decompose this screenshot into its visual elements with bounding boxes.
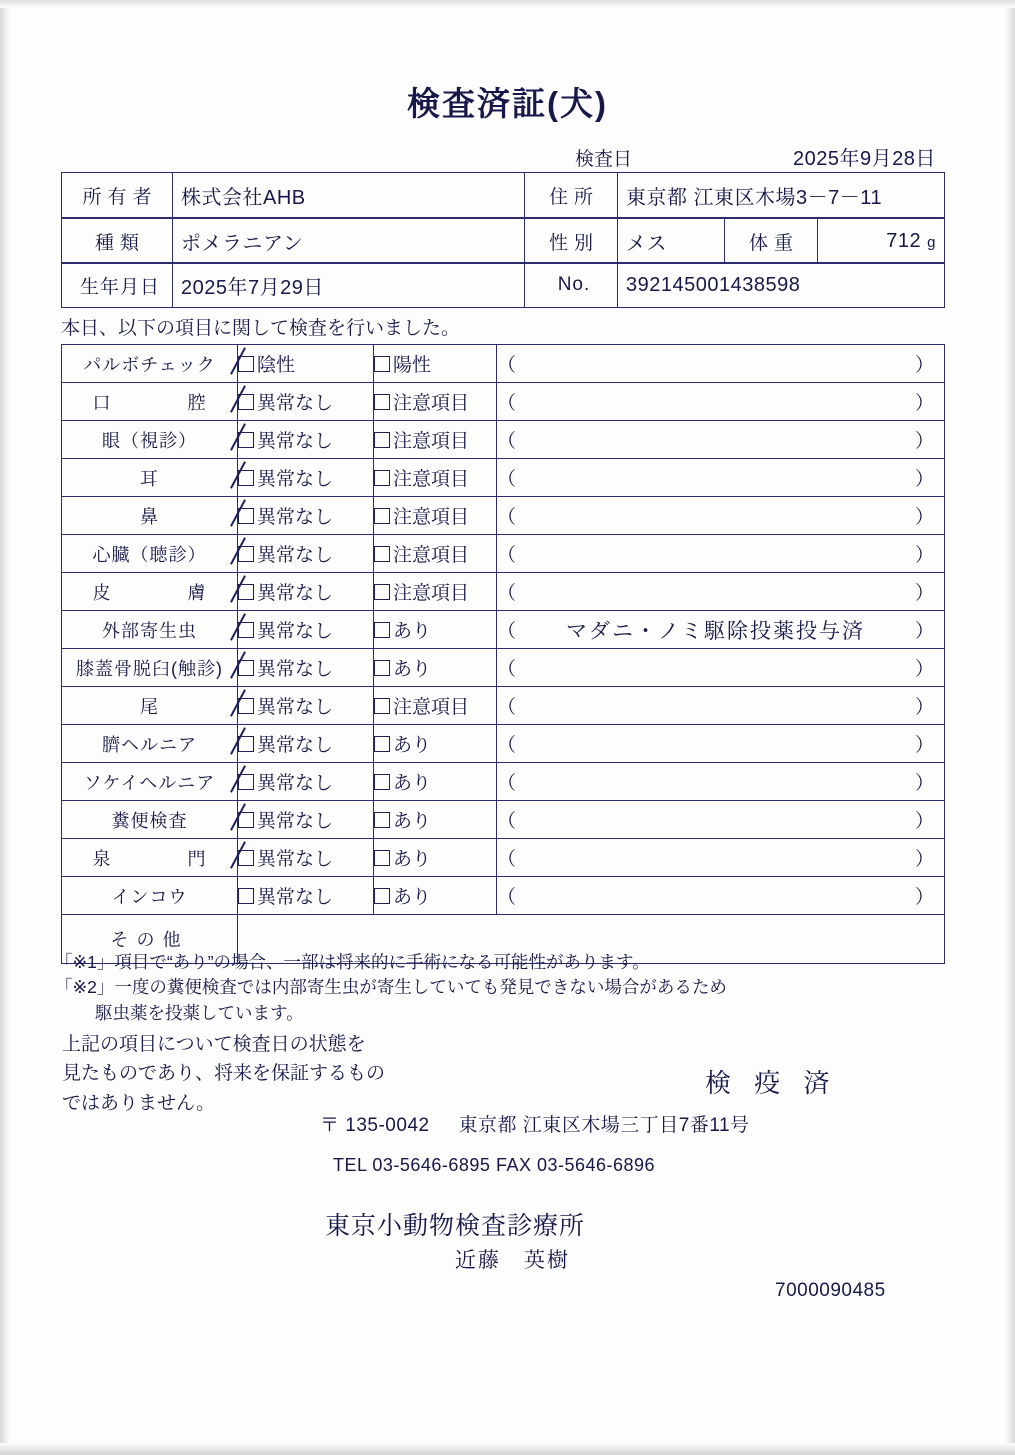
no-label: No. [525,263,618,308]
checkbox-checked-icon[interactable] [238,736,254,752]
table-row [62,263,945,308]
paren-open: （ [497,545,517,566]
exam-item-label: インコウ [62,877,238,915]
checkbox-icon[interactable] [374,470,390,486]
exam-item-remark-cell[interactable] [497,801,945,839]
paren-open: （ [497,355,517,376]
disclaimer-line-2: 見たものであり、将来を保証するもの [62,1063,386,1085]
option-a-label: 異常なし [257,735,334,756]
option-a-label: 異常なし [257,545,334,566]
table-row [62,801,945,839]
exam-item-label: 鼻 [62,497,238,535]
option-a-label: 異常なし [257,469,334,490]
option-a-label: 異常なし [257,887,334,908]
exam-item-option-b[interactable] [374,839,497,877]
remark-row [497,768,944,795]
exam-item-remark-cell[interactable] [497,421,945,459]
paren-open: （ [497,431,517,452]
option-b-label: 陽性 [393,355,432,376]
paren-close: ） [914,355,934,376]
exam-item-option-a[interactable] [238,839,374,877]
exam-item-label: 尾 [62,687,238,725]
page-edge-right [1005,0,1015,1455]
paren-close: ） [914,887,934,908]
page-title: 検査済証(犬) [407,85,608,122]
exam-item-remark-cell[interactable] [497,497,945,535]
checkbox-icon[interactable] [238,888,254,904]
paren-close: ） [914,849,934,870]
option-b-label: あり [393,735,432,756]
paren-open: （ [497,735,517,756]
option-b-label: あり [393,659,432,680]
table-row [62,763,945,801]
table-row [62,687,945,725]
exam-item-option-a[interactable] [238,611,374,649]
table-row [62,649,945,687]
option-a-label: 異常なし [257,393,334,414]
checkbox-checked-icon[interactable] [238,470,254,486]
owner-label: 所有者 [62,173,173,218]
clinic-telfax: TEL 03-5646-6895 FAX 03-5646-6896 [333,1155,656,1175]
paren-close: ） [914,393,934,414]
remark-row [497,730,944,757]
checkbox-checked-icon[interactable] [238,698,254,714]
paren-close: ） [914,659,934,680]
table-row [62,877,945,915]
quarantine-stamp: 検 疫 済 [705,1068,838,1098]
clinic-name: 東京小動物検査診療所 [325,1212,586,1240]
breed-label: 種類 [62,219,173,264]
remark-row [497,615,944,645]
clinic-address-text: 東京都 江東区木場三丁目7番11号 [458,1115,750,1136]
option-a-label: 異常なし [257,849,334,870]
exam-item-option-b[interactable] [374,877,497,915]
table-row [62,839,945,877]
remark-row [497,882,944,909]
exam-item-option-b[interactable] [374,421,497,459]
footnote-1: 「※1」項目で“あり”の場合、一部は将来的に手術になる可能性があります。 [55,952,650,972]
footnote-3: 駆虫薬を投薬しています。 [95,1002,304,1023]
option-b-label: あり [393,887,432,908]
exam-item-label: 臍ヘルニア [62,725,238,763]
option-b-label: 注意項目 [393,507,470,528]
checkbox-checked-icon[interactable] [238,394,254,410]
option-a-label: 異常なし [257,621,334,642]
no-value: 392145001438598 [618,263,945,308]
breed-value: ポメラニアン [173,219,525,264]
exam-item-option-b[interactable] [374,725,497,763]
remark-row [497,806,944,833]
option-a-label: 異常なし [257,697,334,718]
intro-text: 本日、以下の項目に関して検査を行いました。 [61,318,461,339]
exam-item-option-b[interactable] [374,383,497,421]
exam-item-option-a[interactable] [238,535,374,573]
exam-item-option-a[interactable] [238,801,374,839]
weight-value: 712 [886,229,922,252]
exam-item-option-a[interactable] [238,421,374,459]
table-row [62,611,945,649]
table-row [62,725,945,763]
table-row [62,497,945,535]
exam-item-label: 心臓（聴診） [62,535,238,573]
exam-item-remark-cell[interactable] [497,345,945,383]
checkbox-icon[interactable] [374,356,390,372]
option-a-label: 異常なし [257,659,334,680]
remark-row [497,426,944,453]
paren-close: ） [914,735,934,756]
exam-item-option-a[interactable] [238,649,374,687]
checkbox-icon[interactable] [374,432,390,448]
option-b-label: 注意項目 [393,469,470,490]
option-b-label: 注意項目 [393,697,470,718]
exam-item-option-a[interactable] [238,763,374,801]
sex-label: 性別 [525,219,618,264]
table-row [62,421,945,459]
exam-item-remark-cell[interactable] [497,839,945,877]
exam-item-option-b[interactable] [374,459,497,497]
page-edge-bottom [0,1443,1015,1455]
exam-item-option-b[interactable] [374,687,497,725]
option-b-label: あり [393,849,432,870]
exam-item-remark-cell[interactable] [497,611,945,649]
exam-item-remark-cell[interactable] [497,763,945,801]
paren-open: （ [497,507,517,528]
exam-item-label: 外部寄生虫 [62,611,238,649]
option-b-label: あり [393,773,432,794]
birth-label: 生年月日 [62,263,173,308]
exam-item-option-a[interactable] [238,459,374,497]
serial-number: 7000090485 [775,1280,886,1301]
checkbox-icon[interactable] [374,584,390,600]
remark-row [497,578,944,605]
table-row [62,219,945,264]
clinic-postal: 〒 135-0042 [320,1115,430,1136]
checkbox-checked-icon[interactable] [238,546,254,562]
footnotes [55,950,727,1026]
paren-close: ） [914,583,934,604]
remark-text: マダニ・ノミ駆除投薬投与済 [566,619,865,643]
exam-item-remark-cell[interactable] [497,535,945,573]
paren-open: （ [497,773,517,794]
exam-item-remark-cell[interactable] [497,383,945,421]
remark-row [497,350,944,377]
address-value: 東京都 江東区木場3－7－11 [618,173,945,218]
paren-open: （ [497,887,517,908]
paren-open: （ [497,393,517,414]
checkbox-icon[interactable] [374,660,390,676]
birth-no-table [61,262,945,308]
checkbox-checked-icon[interactable] [238,812,254,828]
checkbox-icon[interactable] [374,622,390,638]
remark-row [497,388,944,415]
remark-row [497,654,944,681]
exam-item-option-b[interactable] [374,763,497,801]
address-label: 住所 [525,173,618,218]
option-a-label: 異常なし [257,431,334,452]
exam-item-option-a[interactable] [238,877,374,915]
exam-item-remark-cell[interactable] [497,649,945,687]
exam-item-label: 泉 門 [62,839,238,877]
paren-open: （ [497,469,517,490]
checkbox-icon[interactable] [374,546,390,562]
exam-item-option-b[interactable] [374,535,497,573]
other-label: その他 [62,915,238,964]
footnote-2: 「※2」一度の糞便検査では内部寄生虫が寄生していても発見できない場合があるため [55,977,727,998]
table-row [62,345,945,383]
exam-item-option-a[interactable] [238,497,374,535]
table-row [62,535,945,573]
page-edge-left [0,0,10,1455]
exam-item-option-a[interactable] [238,687,374,725]
exam-item-option-b[interactable] [374,611,497,649]
exam-item-option-a[interactable] [238,383,374,421]
remark-row [497,502,944,529]
remark-row [497,540,944,567]
exam-item-option-b[interactable] [374,345,497,383]
exam-date-label: 検査日 [575,149,633,170]
animal-info-table [61,218,945,264]
option-a-label: 異常なし [257,773,334,794]
exam-items-table [61,344,945,964]
checkbox-icon[interactable] [374,812,390,828]
disclaimer [62,1030,385,1118]
paren-close: ） [914,811,934,832]
exam-item-option-b[interactable] [374,801,497,839]
table-row [62,573,945,611]
checkbox-icon[interactable] [374,698,390,714]
paren-close: ） [914,621,934,642]
sex-value: メス [618,219,725,264]
table-row [62,383,945,421]
checkbox-checked-icon[interactable] [238,356,254,372]
page-edge-top [0,0,1015,8]
disclaimer-line-3: ではありません。 [62,1092,216,1114]
remark-row [497,692,944,719]
exam-item-label: 皮 膚 [62,573,238,611]
paren-open: （ [497,621,517,642]
exam-item-option-a[interactable] [238,573,374,611]
exam-item-option-b[interactable] [374,573,497,611]
table-row [62,459,945,497]
owner-value: 株式会社AHB [173,173,525,218]
checkbox-icon[interactable] [374,850,390,866]
paren-open: （ [497,811,517,832]
clinic-address [320,1110,750,1137]
exam-item-option-b[interactable] [374,649,497,687]
weight-label: 体重 [725,219,818,264]
checkbox-checked-icon[interactable] [238,850,254,866]
exam-item-label: 口 腔 [62,383,238,421]
option-a-label: 陰性 [257,355,296,376]
paren-open: （ [497,849,517,870]
owner-info-table [61,172,945,218]
paren-close: ） [914,545,934,566]
paren-open: （ [497,583,517,604]
paren-close: ） [914,431,934,452]
checkbox-checked-icon[interactable] [238,622,254,638]
checkbox-checked-icon[interactable] [238,508,254,524]
birth-value: 2025年7月29日 [173,263,525,308]
option-b-label: 注意項目 [393,431,470,452]
exam-item-option-b[interactable] [374,497,497,535]
exam-date-value: 2025年9月28日 [793,148,936,170]
exam-item-remark-cell[interactable] [497,459,945,497]
option-b-label: あり [393,621,432,642]
paren-open: （ [497,659,517,680]
weight-unit: g [927,233,936,251]
paren-close: ） [914,507,934,528]
option-b-label: あり [393,811,432,832]
checkbox-icon[interactable] [374,736,390,752]
option-a-label: 異常なし [257,583,334,604]
remark-row [497,464,944,491]
exam-item-option-a[interactable] [238,345,374,383]
option-b-label: 注意項目 [393,393,470,414]
paren-close: ） [914,697,934,718]
doctor-name: 近藤 英樹 [455,1249,570,1272]
checkbox-icon[interactable] [374,508,390,524]
exam-item-remark-cell[interactable] [497,573,945,611]
table-row [62,173,945,218]
option-a-label: 異常なし [257,811,334,832]
checkbox-checked-icon[interactable] [238,774,254,790]
checkbox-checked-icon[interactable] [238,432,254,448]
checkbox-icon[interactable] [374,774,390,790]
weight-cell [818,219,945,264]
option-a-label: 異常なし [257,507,334,528]
exam-item-label: 耳 [62,459,238,497]
exam-item-label: パルボチェック [62,345,238,383]
remark-row [497,844,944,871]
exam-item-label: 眼（視診） [62,421,238,459]
exam-item-remark-cell[interactable] [497,877,945,915]
exam-item-option-a[interactable] [238,725,374,763]
paren-open: （ [497,697,517,718]
exam-item-label: ソケイヘルニア [62,763,238,801]
option-b-label: 注意項目 [393,545,470,566]
checkbox-checked-icon[interactable] [238,660,254,676]
exam-item-label: 膝蓋骨脱臼(触診) [62,649,238,687]
checkbox-checked-icon[interactable] [238,584,254,600]
paren-close: ） [914,773,934,794]
exam-item-label: 糞便検査 [62,801,238,839]
checkbox-icon[interactable] [374,394,390,410]
checkbox-icon[interactable] [374,888,390,904]
exam-item-remark-cell[interactable] [497,687,945,725]
disclaimer-line-1: 上記の項目について検査日の状態を [62,1034,366,1055]
exam-item-remark-cell[interactable] [497,725,945,763]
paren-close: ） [914,469,934,490]
option-b-label: 注意項目 [393,583,470,604]
